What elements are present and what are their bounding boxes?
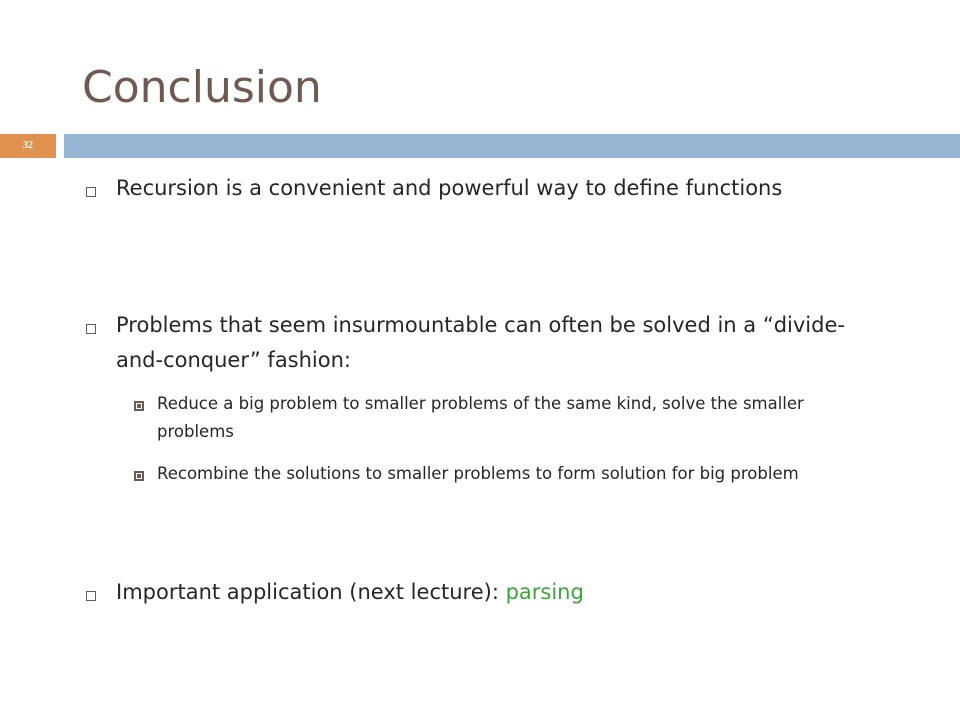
bullet-recursion: [86, 178, 886, 206]
bullet-important-application: [86, 582, 886, 610]
slide-title: Conclusion: [82, 62, 322, 113]
square-bullet-icon: [86, 187, 96, 197]
filled-square-bullet-icon: [134, 471, 144, 481]
bullet-text: Recursion is a convenient and powerful way to define functions: [116, 176, 783, 200]
sub-bullet-recombine: [134, 466, 884, 488]
square-bullet-icon: [86, 591, 96, 601]
sub-bullet-reduce: [134, 396, 884, 446]
title-divider-bar: [64, 134, 960, 158]
bullet-divide-and-conquer: [86, 315, 886, 378]
sub-bullet-text: Reduce a big problem to smaller problems of the same kind, solve the smaller problems: [157, 394, 804, 441]
bullet-text: Problems that seem insurmountable can often be solved in a “divide-and-conquer” fashion:: [116, 313, 845, 372]
slide-number: 32: [23, 140, 33, 151]
parsing-highlight: parsing: [505, 580, 584, 604]
square-bullet-icon: [86, 324, 96, 334]
bullet-text: [116, 575, 584, 610]
sub-bullet-text: Recombine the solutions to smaller problems to form solution for big problem: [157, 464, 799, 483]
filled-square-bullet-icon: [134, 401, 144, 411]
bullet-text-prefix: Important application (next lecture):: [116, 580, 506, 604]
